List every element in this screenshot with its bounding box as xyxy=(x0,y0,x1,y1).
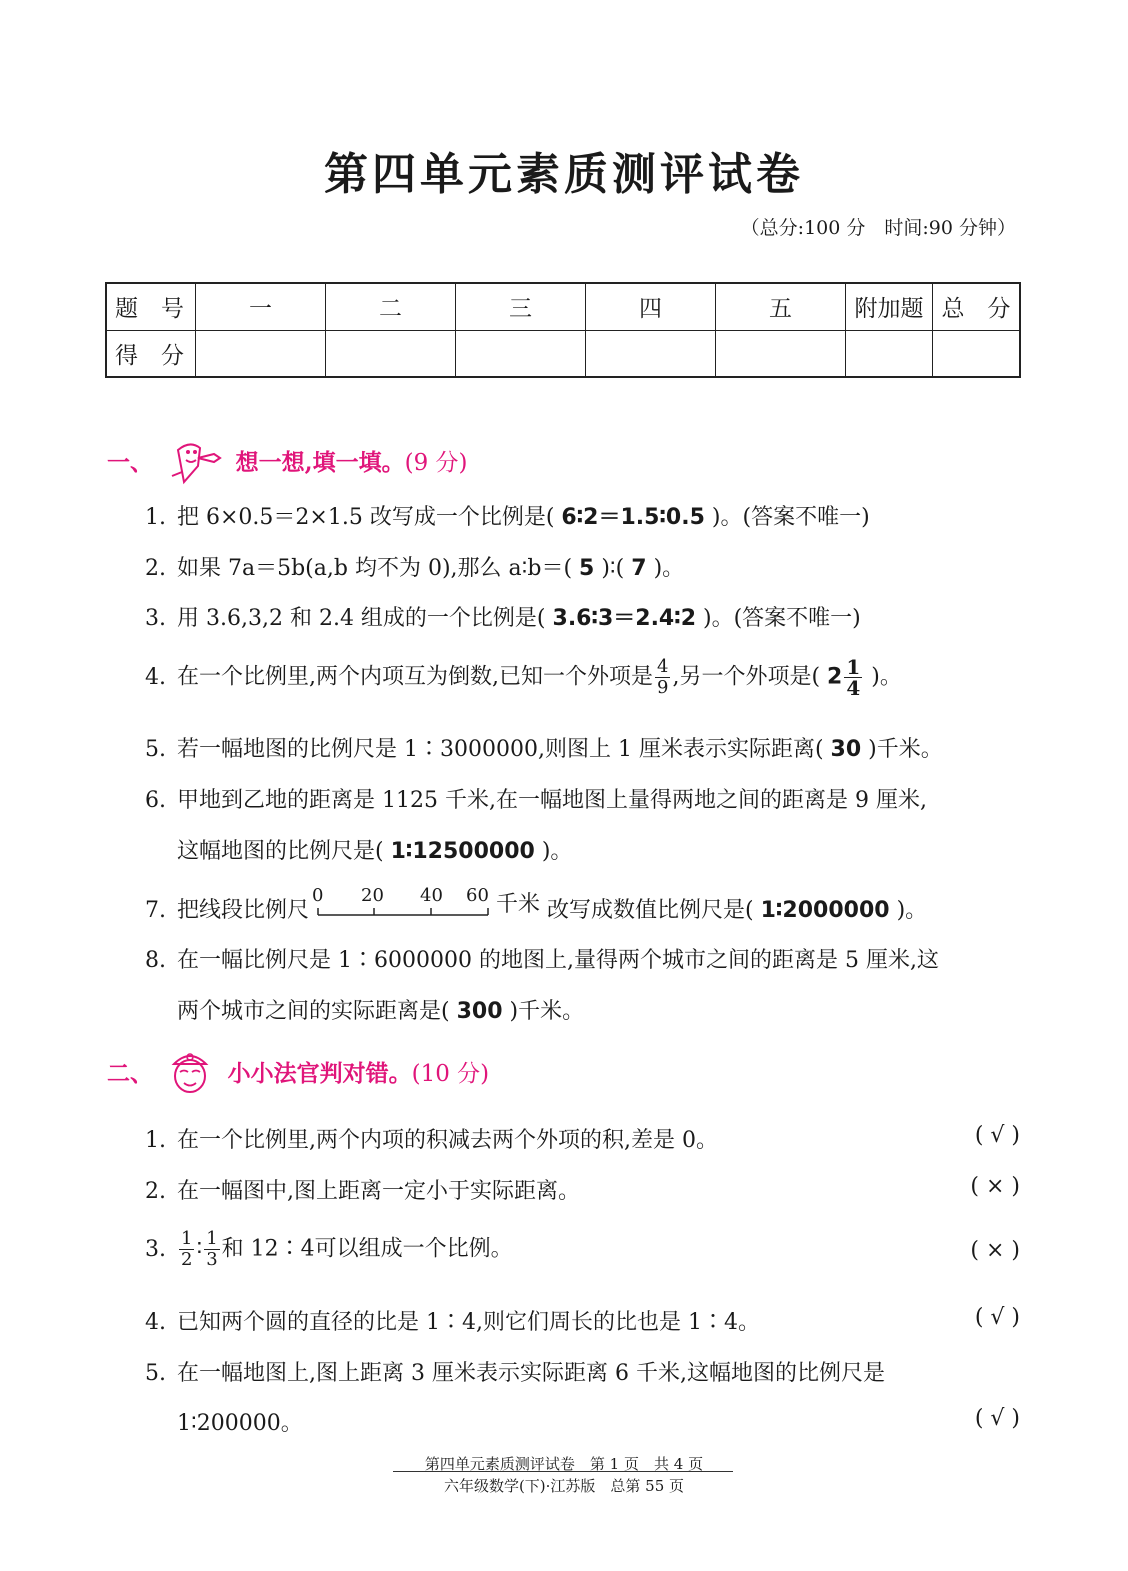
answer: 6∶2＝1.5∶0.5 xyxy=(561,505,705,530)
question-text: 两个城市之间的实际距离是( xyxy=(177,999,450,1024)
col-1: 一 xyxy=(196,283,326,330)
judge-mark: ( × ) xyxy=(970,1174,1020,1199)
score-table xyxy=(105,282,1021,378)
fraction-denominator: 2 xyxy=(181,1249,193,1270)
question-text: ,另一个外项是( xyxy=(672,664,821,690)
fill-question-2 xyxy=(145,551,684,582)
question-text: )。 xyxy=(896,898,928,923)
question-text: 若一幅地图的比例尺是 1∶3000000,则图上 1 厘米表示实际距离( xyxy=(177,737,824,762)
score-table-header-row xyxy=(106,283,1020,330)
fill-question-7 xyxy=(145,887,927,924)
judge-mark: ( √ ) xyxy=(974,1123,1020,1148)
fill-question-6-continued xyxy=(177,834,572,865)
fraction-numerator: 1 xyxy=(846,655,861,679)
judge-question-4 xyxy=(145,1305,760,1336)
question-text: )。(答案不唯一) xyxy=(711,505,870,530)
answer: 7 xyxy=(631,556,647,581)
question-text: 在一幅地图上,图上距离 3 厘米表示实际距离 6 千米,这幅地图的比例尺是 xyxy=(177,1361,885,1386)
question-text: 改写成数值比例尺是( xyxy=(547,898,754,923)
section-1-points: (9 分) xyxy=(404,450,468,476)
page-title: 第四单元素质测评试卷 xyxy=(324,149,804,200)
scale-tick-label: 0 xyxy=(312,885,324,906)
answer: 300 xyxy=(456,999,503,1024)
question-number: 4. xyxy=(145,1310,166,1335)
question-number: 1. xyxy=(145,505,166,530)
section-1-number: 一、 xyxy=(107,449,153,476)
section-2-header xyxy=(107,1046,489,1104)
pencil-mascot-icon xyxy=(164,436,224,492)
score-table-score-row xyxy=(106,330,1020,377)
judge-mascot-icon xyxy=(164,1046,216,1104)
judge-mark: ( √ ) xyxy=(974,1406,1020,1431)
section-1-heading: 想一想,填一填。 xyxy=(235,449,405,476)
ratio-separator: ∶ xyxy=(196,1236,203,1262)
section-2-points: (10 分) xyxy=(411,1061,490,1087)
score-cell[interactable] xyxy=(456,330,586,377)
section-1-header xyxy=(107,436,468,492)
fraction xyxy=(204,1229,219,1270)
fill-question-3 xyxy=(145,601,861,632)
judge-question-2 xyxy=(145,1174,580,1205)
question-text: 在一幅图中,图上距离一定小于实际距离。 xyxy=(177,1179,580,1204)
fraction-denominator: 3 xyxy=(206,1249,218,1270)
question-text: )千米。 xyxy=(868,737,943,762)
question-number: 3. xyxy=(145,606,166,631)
score-cell[interactable] xyxy=(716,330,846,377)
col-4: 四 xyxy=(586,283,716,330)
question-text: 在一幅比例尺是 1∶6000000 的地图上,量得两个城市之间的距离是 5 厘米,这 xyxy=(177,948,939,973)
question-number: 7. xyxy=(145,898,166,923)
score-cell[interactable] xyxy=(196,330,326,377)
footer-page-info: 第四单元素质测评试卷 第 1 页 共 4 页 xyxy=(424,1455,704,1473)
score-cell[interactable] xyxy=(846,330,933,377)
question-text: 甲地到乙地的距离是 1125 千米,在一幅地图上量得两地之间的距离是 9 厘米, xyxy=(177,788,927,813)
fraction-denominator: 9 xyxy=(657,677,669,698)
col-3: 三 xyxy=(456,283,586,330)
footer-divider xyxy=(393,1471,733,1472)
answer-whole: 2 xyxy=(827,664,843,690)
scale-tick-label: 40 xyxy=(420,885,443,906)
scale-tick-label: 60 xyxy=(466,885,489,906)
question-number: 2. xyxy=(145,556,166,581)
question-number: 6. xyxy=(145,788,166,813)
section-2-number: 二、 xyxy=(107,1060,153,1087)
fill-question-8 xyxy=(145,943,939,974)
section-2-heading: 小小法官判对错。 xyxy=(227,1060,412,1087)
header-label: 题 号 xyxy=(106,283,196,330)
question-number: 8. xyxy=(145,948,166,973)
question-text: 在一个比例里,两个内项互为倒数,已知一个外项是 xyxy=(177,664,653,690)
question-text: )。 xyxy=(871,664,902,690)
scale-unit: 千米 xyxy=(496,892,541,917)
question-number: 3. xyxy=(145,1236,166,1262)
fill-question-4 xyxy=(145,657,902,698)
question-text: )。 xyxy=(541,839,573,864)
question-text: 把 6×0.5＝2×1.5 改写成一个比例是( xyxy=(177,505,555,530)
fraction-denominator: 4 xyxy=(846,676,861,700)
judge-question-5 xyxy=(145,1356,885,1387)
fill-question-6 xyxy=(145,783,927,814)
question-text: 已知两个圆的直径的比是 1∶4,则它们周长的比也是 1∶4。 xyxy=(177,1310,760,1335)
col-2: 二 xyxy=(326,283,456,330)
scale-tick-label: 20 xyxy=(361,885,384,906)
question-number: 5. xyxy=(145,737,166,762)
answer: 30 xyxy=(830,737,862,762)
line-scale-bar xyxy=(312,885,496,921)
question-text: )。(答案不唯一) xyxy=(703,606,861,631)
fill-question-8-continued xyxy=(177,994,584,1025)
question-text: )∶( xyxy=(601,556,625,581)
fraction xyxy=(655,657,670,698)
fraction xyxy=(179,1229,194,1270)
question-text: 这幅地图的比例尺是( xyxy=(177,839,384,864)
fill-question-1 xyxy=(145,500,870,531)
question-number: 2. xyxy=(145,1179,166,1204)
question-number: 4. xyxy=(145,664,166,690)
score-label: 得 分 xyxy=(106,330,196,377)
score-cell[interactable] xyxy=(933,330,1021,377)
answer-fraction xyxy=(844,657,862,698)
answer: 1∶12500000 xyxy=(390,839,535,864)
fraction-numerator: 4 xyxy=(657,656,669,677)
judge-mark: ( √ ) xyxy=(974,1305,1020,1330)
judge-question-3 xyxy=(145,1229,513,1270)
question-text: 在一个比例里,两个内项的积减去两个外项的积,差是 0。 xyxy=(177,1128,718,1153)
exam-meta: （总分:100 分 时间:90 分钟） xyxy=(740,217,1016,239)
judge-mark: ( × ) xyxy=(970,1238,1020,1263)
score-cell[interactable] xyxy=(586,330,716,377)
fraction-numerator: 1 xyxy=(181,1228,193,1249)
question-text: 用 3.6,3,2 和 2.4 组成的一个比例是( xyxy=(177,606,546,631)
question-text: )。 xyxy=(653,556,685,581)
question-text: 把线段比例尺 xyxy=(177,898,310,923)
col-bonus: 附加题 xyxy=(846,283,933,330)
question-text: )千米。 xyxy=(509,999,585,1024)
question-text: 和 12∶4可以组成一个比例。 xyxy=(221,1236,513,1262)
fraction-numerator: 1 xyxy=(206,1228,218,1249)
judge-question-5-continued: 1∶200000。 xyxy=(177,1411,303,1436)
question-number: 5. xyxy=(145,1361,166,1386)
judge-question-1 xyxy=(145,1123,718,1154)
answer: 3.6∶3＝2.4∶2 xyxy=(552,606,697,631)
answer: 1∶2000000 xyxy=(760,898,890,923)
col-total: 总 分 xyxy=(933,283,1021,330)
question-number: 1. xyxy=(145,1128,166,1153)
score-cell[interactable] xyxy=(326,330,456,377)
fill-question-5 xyxy=(145,732,943,763)
col-5: 五 xyxy=(716,283,846,330)
footer-book-info: 六年级数学(下)·江苏版 总第 55 页 xyxy=(443,1477,685,1495)
answer: 5 xyxy=(579,556,595,581)
question-text: 如果 7a＝5b(a,b 均不为 0),那么 a∶b＝( xyxy=(177,556,573,581)
